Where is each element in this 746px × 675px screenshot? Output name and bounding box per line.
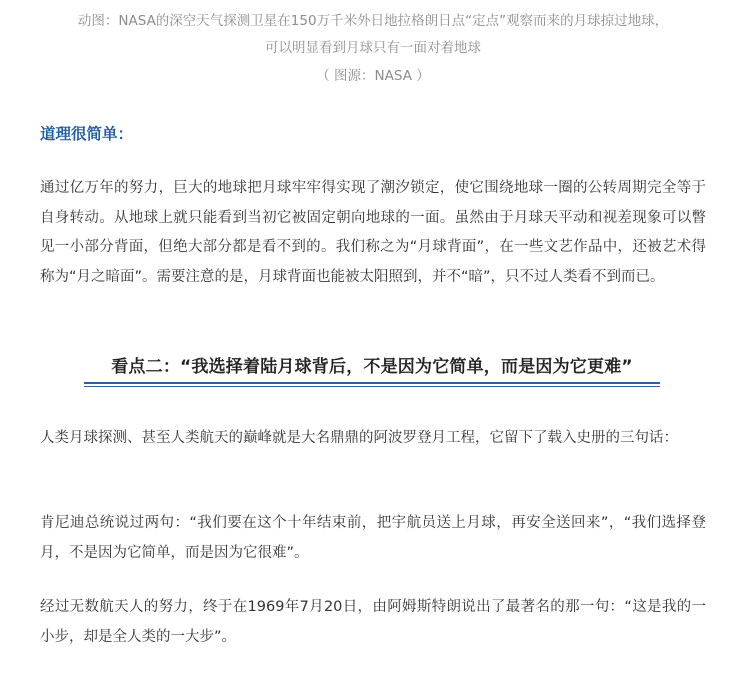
image-caption-line-2: 可以明显看到月球只有一面对着地球 xyxy=(265,40,481,56)
paragraph-kennedy-quotes: 肯尼迪总统说过两句：“我们要在这个十年结束前，把宇航员送上月球，再安全送回来”，“我们选择登月，不是因为它简单，而是因为它很难”。 xyxy=(40,515,706,561)
paragraph-armstrong-quote: 经过无数航天人的努力，终于在1969年7月20日，由阿姆斯特朗说出了最著名的那一句：“这是我的一小步，却是全人类的一大步”。 xyxy=(40,599,706,645)
paragraph-apollo-intro: 人类月球探测、甚至人类航天的巅峰就是大名鼎鼎的阿波罗登月工程，它留下了载入史册的三句话： xyxy=(40,430,678,446)
image-caption-line-1: 动图：NASA的深空天气探测卫星在150万千米外日地拉格朗日点“定点”观察而来的月球掠过地球， xyxy=(77,13,669,29)
paragraph-tidal-locking: 通过亿万年的努力，巨大的地球把月球牢牢得实现了潮汐锁定，使它围绕地球一圈的公转周期完全等于自身转动。从地球上就只能看到当初它被固定朝向地球的一面。虽然由于月球天平动和视差现象可以瞥见一小部分背面，但绝大部分都是看不到的。我们称之为“月球背面”，在一些文艺作品中，还被艺术得称为“月之暗面”。需要注意的是，月球背面也能被太阳照到，并不“暗”，只不过人类看不到而已。 xyxy=(40,180,706,285)
highlight-heading-block xyxy=(84,353,660,381)
highlight-heading: 看点二：“我选择着陆月球背后，不是因为它简单，而是因为它更难” xyxy=(111,357,633,377)
section-title: 道理很简单： xyxy=(40,125,134,143)
heading-underline-thin xyxy=(84,386,660,387)
image-source-credit: （ 图源：NASA ） xyxy=(316,68,430,84)
heading-underline-thick xyxy=(84,382,660,384)
